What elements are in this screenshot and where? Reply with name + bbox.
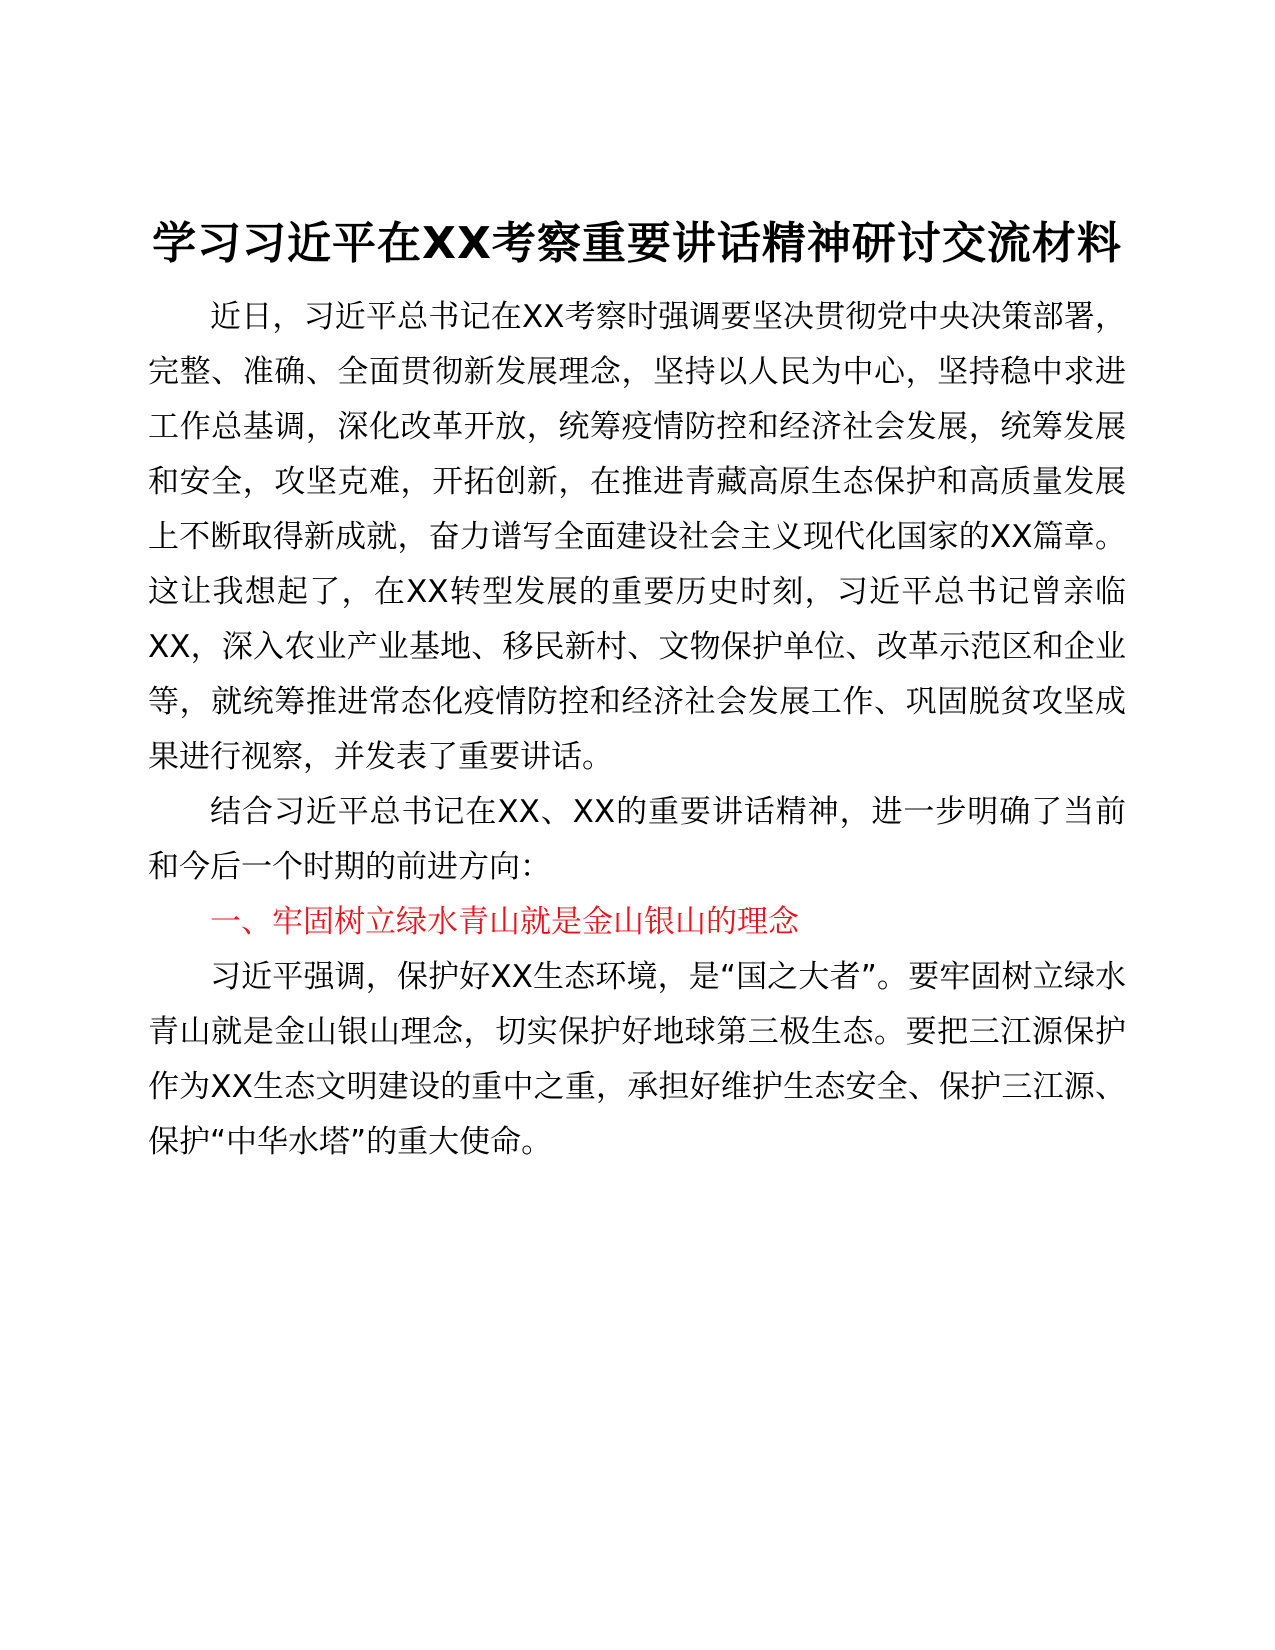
paragraph-direction: 结合习近平总书记在XX、XX的重要讲话精神，进一步明确了当前和今后一个时期的前进方向： bbox=[148, 794, 1126, 885]
paragraph-ecology: 习近平强调，保护好XX生态环境，是“国之大者”。要牢固树立绿水青山就是金山银山理念，切实保护好地球第三极生态。要把三江源保护作为XX生态文明建设的重中之重，承担好维护生态安全、保护三江源、保护“中华水塔”的重大使命。 bbox=[148, 959, 1126, 1160]
document-title: 学习习近平在XX考察重要讲话精神研讨交流材料 bbox=[152, 218, 1122, 269]
paragraph-intro: 近日，习近平总书记在XX考察时强调要坚决贯彻党中央决策部署，完整、准确、全面贯彻新发展理念，坚持以人民为中心，坚持稳中求进工作总基调，深化改革开放，统筹疫情防控和经济社会发展，统筹发展和安全，攻坚克难，开拓创新，在推进青藏高原生态保护和高质量发展上不断取得新成就，奋力谱写全面建设社会主义现代化国家的XX篇章。这让我想起了，在XX转型发展的重要历史时刻，习近平总书记曾亲临XX，深入农业产业基地、移民新村、文物保护单位、改革示范区和企业等，就统筹推进常态化疫情防控和经济社会发展工作、巩固脱贫攻坚成果进行视察，并发表了重要讲话。 bbox=[148, 299, 1126, 775]
document-body bbox=[148, 214, 1126, 1170]
section-heading-1: 一、牢固树立绿水青山就是金山银山的理念 bbox=[210, 904, 799, 940]
